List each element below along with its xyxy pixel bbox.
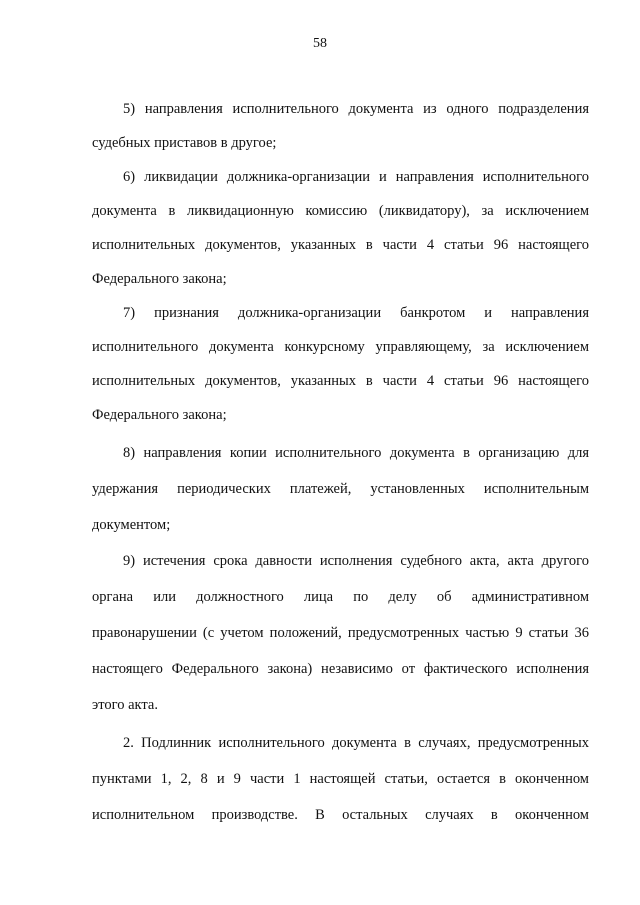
text-line: исполнительных документов, указанных в части 4 статьи 96 настоящего	[92, 373, 589, 389]
page-number: 58	[313, 36, 327, 51]
text-line: 7) признания должника-организации банкротом и направления	[123, 305, 589, 321]
text-line: 5) направления исполнительного документа из одного подразделения	[123, 101, 589, 117]
text-line: правонарушении (с учетом положений, предусмотренных частью 9 статьи 36	[92, 625, 589, 641]
text-line: документа в ликвидационную комиссию (ликвидатору), за исключением	[92, 203, 589, 219]
text-line: Федерального закона;	[92, 407, 227, 423]
text-line: этого акта.	[92, 697, 158, 713]
text-line: судебных приставов в другое;	[92, 135, 277, 151]
text-line: 2. Подлинник исполнительного документа в случаях, предусмотренных	[123, 735, 589, 751]
text-line: 9) истечения срока давности исполнения судебного акта, акта другого	[123, 553, 589, 569]
text-line: органа или должностного лица по делу об административном	[92, 589, 589, 605]
text-line: 8) направления копии исполнительного документа в организацию для	[123, 445, 589, 461]
text-line: 6) ликвидации должника-организации и направления исполнительного	[123, 169, 589, 185]
text-line: пунктами 1, 2, 8 и 9 части 1 настоящей статьи, остается в оконченном	[92, 771, 589, 787]
text-line: исполнительного документа конкурсному управляющему, за исключением	[92, 339, 589, 355]
text-line: Федерального закона;	[92, 271, 227, 287]
text-line: исполнительном производстве. В остальных случаях в оконченном	[92, 807, 589, 823]
text-line: документом;	[92, 517, 171, 533]
text-line: удержания периодических платежей, установленных исполнительным	[92, 481, 589, 497]
text-line: настоящего Федерального закона) независимо от фактического исполнения	[92, 661, 589, 677]
text-line: исполнительных документов, указанных в части 4 статьи 96 настоящего	[92, 237, 589, 253]
